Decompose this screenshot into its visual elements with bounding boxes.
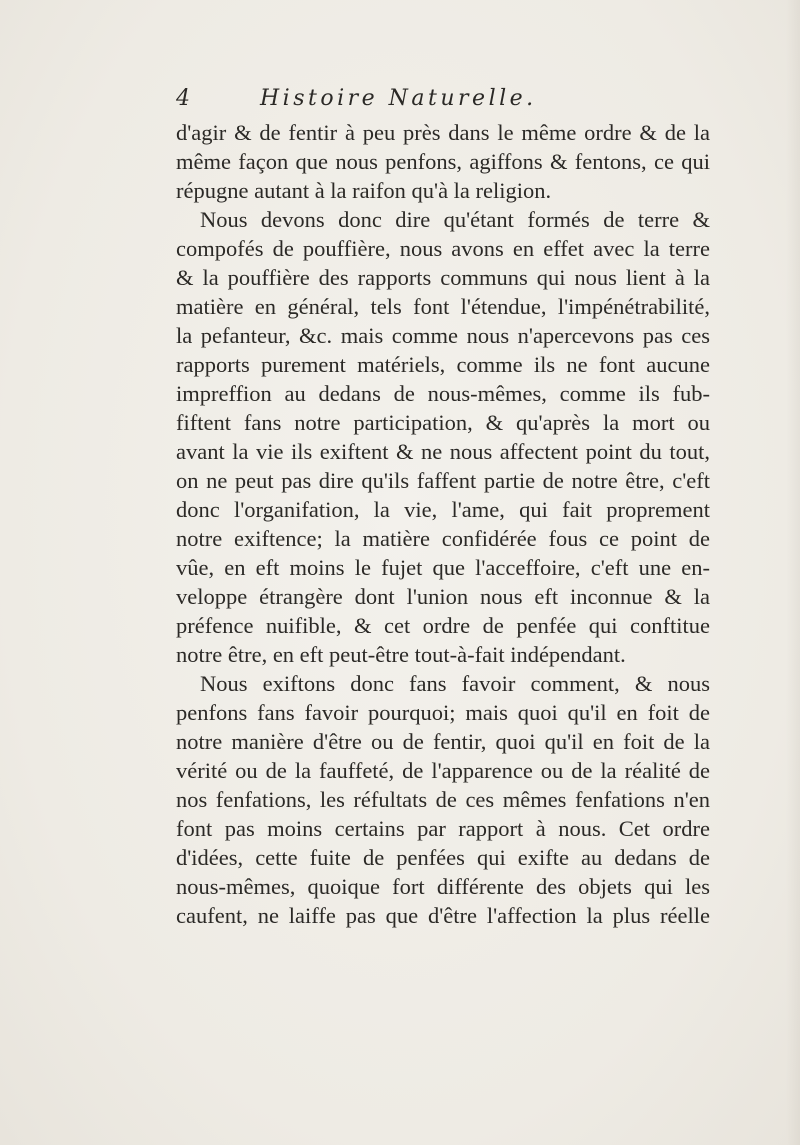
text-line: nous-mêmes, quoique fort différente des objets qui les bbox=[176, 874, 710, 899]
text-line: d'idées, cette fuite de penfées qui exifte au dedans de bbox=[176, 845, 710, 870]
text-line: compofés de pouffière, nous avons en effet avec la terre bbox=[176, 236, 710, 261]
paragraph-start-line: Nous exiftons donc fans favoir comment, & nous bbox=[200, 671, 710, 696]
text-line: rapports purement matériels, comme ils ne font aucune bbox=[176, 352, 710, 377]
text-line: répugne autant à la raifon qu'à la religion. bbox=[176, 178, 552, 203]
body-text bbox=[176, 118, 710, 930]
text-line: avant la vie ils exiftent & ne nous affectent point du tout, bbox=[176, 439, 710, 464]
text-line: font pas moins certains par rapport à nous. Cet ordre bbox=[176, 816, 710, 841]
text-line: fiftent fans notre participation, & qu'après la mort ou bbox=[176, 410, 710, 435]
text-line: notre être, en eft peut-être tout-à-fait indépendant. bbox=[176, 642, 626, 667]
text-line: préfence nuifible, & cet ordre de penfée qui conftitue bbox=[176, 613, 710, 638]
text-line: veloppe étrangère dont l'union nous eft inconnue & la bbox=[176, 584, 710, 609]
text-line: donc l'organifation, la vie, l'ame, qui fait proprement bbox=[176, 497, 710, 522]
running-title: Histoire Naturelle. bbox=[260, 86, 537, 111]
text-line: penfons fans favoir pourquoi; mais quoi qu'il en foit de bbox=[176, 700, 710, 725]
text-line: vûe, en eft moins le fujet que l'acceffoire, c'eft une en- bbox=[176, 555, 710, 580]
page-header bbox=[176, 86, 636, 122]
text-line: nos fenfations, les réfultats de ces mêmes fenfations n'en bbox=[176, 787, 710, 812]
paragraph-start-line: Nous devons donc dire qu'étant formés de terre & bbox=[200, 207, 710, 232]
text-line: notre exiftence; la matière confidérée fous ce point de bbox=[176, 526, 710, 551]
text-line: vérité ou de la fauffeté, de l'apparence ou de la réalité de bbox=[176, 758, 710, 783]
text-line: d'agir & de fentir à peu près dans le même ordre & de la bbox=[176, 120, 710, 145]
text-line: même façon que nous penfons, agiffons & fentons, ce qui bbox=[176, 149, 710, 174]
text-line: la pefanteur, &c. mais comme nous n'apercevons pas ces bbox=[176, 323, 710, 348]
text-line: impreffion au dedans de nous-mêmes, comme ils fub- bbox=[176, 381, 710, 406]
page-edge-shadow bbox=[786, 0, 800, 1145]
text-line: & la pouffière des rapports communs qui nous lient à la bbox=[176, 265, 710, 290]
text-line: notre manière d'être ou de fentir, quoi qu'il en foit de la bbox=[176, 729, 710, 754]
text-line: matière en général, tels font l'étendue, l'impénétrabilité, bbox=[176, 294, 710, 319]
text-line: caufent, ne laiffe pas que d'être l'affection la plus réelle bbox=[176, 903, 710, 928]
page-number: 4 bbox=[176, 86, 190, 111]
text-line: on ne peut pas dire qu'ils faffent partie de notre être, c'eft bbox=[176, 468, 710, 493]
